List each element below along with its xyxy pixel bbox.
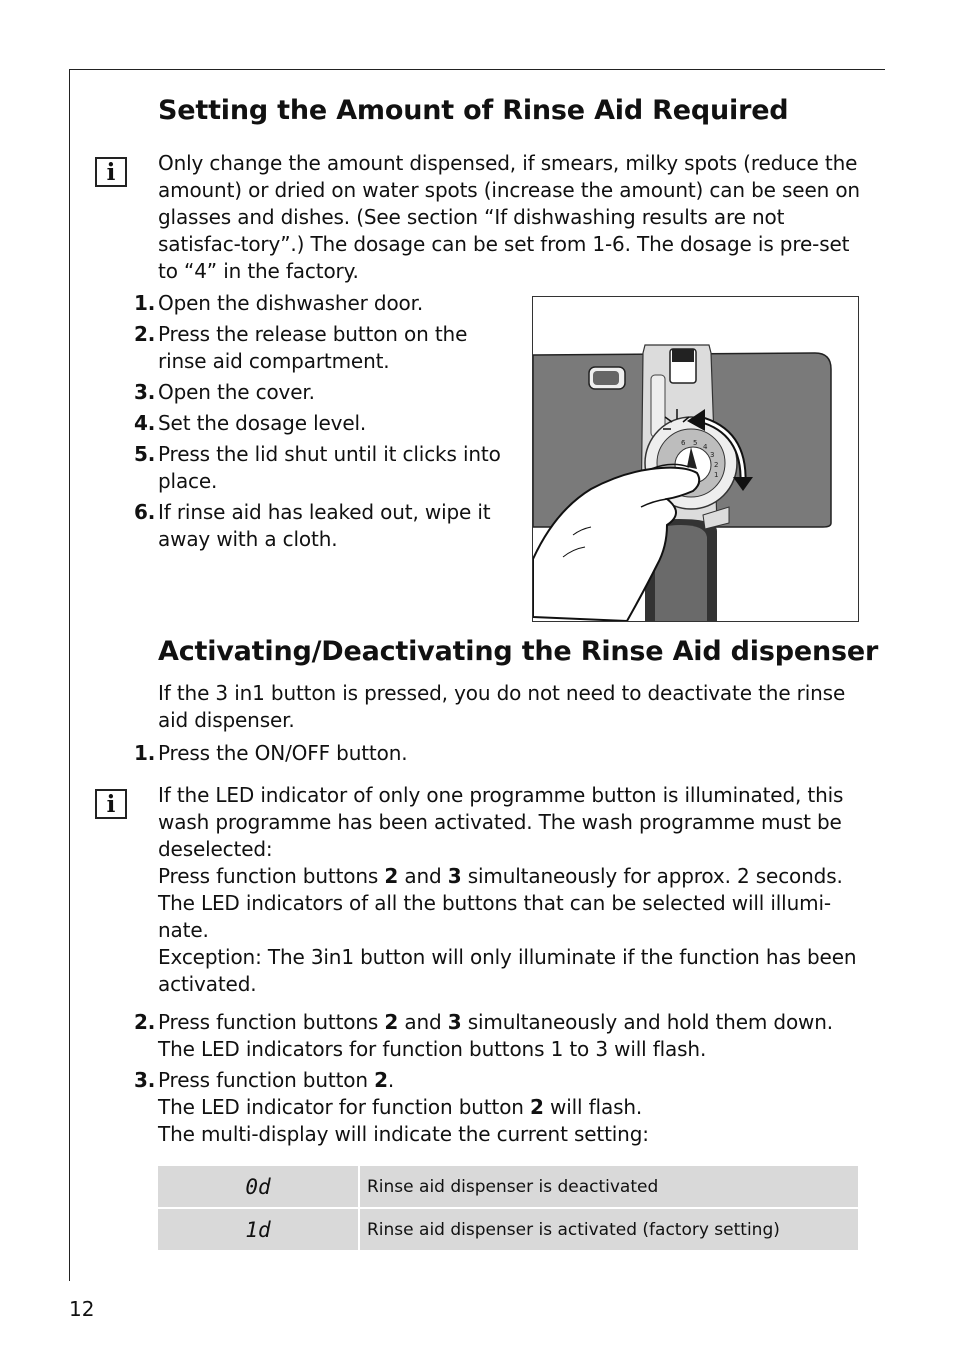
- list-item: 6. If rinse aid has leaked out, wipe it away with a cloth.: [134, 500, 491, 551]
- section-title-rinse-aid-amount: Setting the Amount of Rinse Aid Required: [158, 95, 789, 126]
- list-item: 5. Press the lid shut until it clicks into place.: [134, 442, 501, 493]
- display-code: 0d: [158, 1166, 358, 1207]
- dial-label: 4: [703, 443, 708, 451]
- dial-label: 6: [681, 439, 686, 447]
- left-rule: [69, 69, 70, 1281]
- steps-list-activation-1: [128, 740, 848, 767]
- section2-intro: If the 3 in1 button is pressed, you do not need to deactivate the rinse aid dispenser.: [158, 681, 846, 732]
- dial-label: 1: [714, 471, 719, 479]
- table-row: [158, 1166, 858, 1207]
- info-paragraph: If the LED indicator of only one programme button is illuminated, this wash programme has been activated. The wash programme must be deselected:: [158, 783, 844, 861]
- steps-list-activation-2: [128, 1009, 868, 1148]
- info-icon: i: [95, 157, 127, 187]
- display-description: Rinse aid dispenser is activated (factory setting): [360, 1209, 858, 1250]
- info-text-dosage: Only change the amount dispensed, if smears, milky spots (reduce the amount) or dried on water spots (increase the amount) can be seen on glasses and dishes. (See section “If dishwashing results are not satisfac-tory”.) The dosage can be set from 1-6. The dosage is pre-set to “4” in the factory.: [158, 151, 860, 283]
- list-item: 3. Open the cover.: [134, 380, 315, 404]
- section-title-activate-dispenser: Activating/Deactivating the Rinse Aid dispenser: [158, 636, 879, 667]
- dial-label: 2: [714, 461, 719, 469]
- list-item: 1. Press the ON/OFF button.: [134, 741, 408, 765]
- steps-list-dosage: [128, 290, 518, 553]
- info-paragraph: The LED indicators of all the buttons that can be selected will illumi-nate.: [158, 891, 831, 942]
- dial-label: 3: [710, 451, 715, 459]
- list-item: 2. Press the release button on the rinse aid compartment.: [134, 322, 468, 373]
- info-paragraph: Press function buttons 2 and 3 simultaneously for approx. 2 seconds.: [158, 864, 843, 888]
- list-item: 2. Press function buttons 2 and 3 simultaneously and hold them down. The LED indicators for function buttons 1 to 3 will flash.: [134, 1010, 833, 1061]
- info-paragraph: Exception: The 3in1 button will only illuminate if the function has been activated.: [158, 945, 857, 996]
- display-description: Rinse aid dispenser is deactivated: [360, 1166, 858, 1207]
- display-settings-table: [156, 1164, 860, 1252]
- info-text-led: [158, 782, 863, 998]
- display-code: 1d: [158, 1209, 358, 1250]
- list-item: 1. Open the dishwasher door.: [134, 291, 424, 315]
- page-number: 12: [69, 1297, 95, 1321]
- rinse-aid-dial-illustration: [532, 296, 859, 622]
- info-icon: i: [95, 789, 127, 819]
- list-item: 4. Set the dosage level.: [134, 411, 367, 435]
- table-row: [158, 1209, 858, 1250]
- top-rule: [69, 69, 885, 70]
- list-item: 3. Press function button 2. The LED indicator for function button 2 will flash. The multi-display will indicate the current setting:: [134, 1068, 649, 1146]
- dial-label: 5: [693, 439, 698, 447]
